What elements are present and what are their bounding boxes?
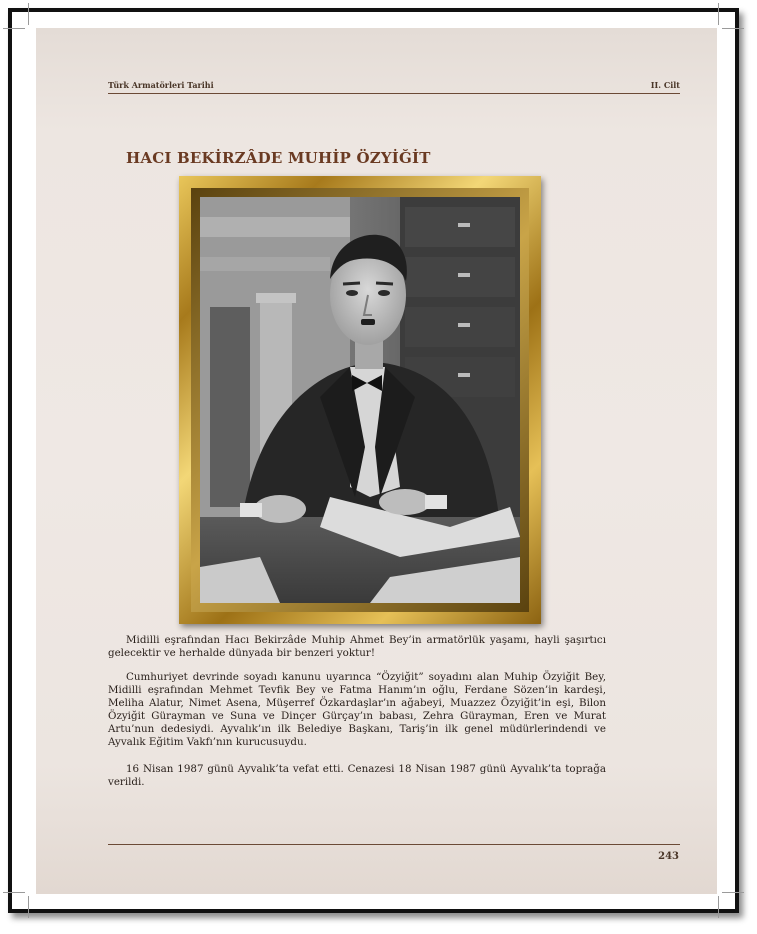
crop-mark xyxy=(3,892,25,893)
book-page xyxy=(36,28,717,894)
crop-mark xyxy=(722,892,744,893)
crop-mark xyxy=(28,896,29,918)
frame-inner-molding xyxy=(191,188,529,612)
footer-rule xyxy=(108,844,680,845)
crop-mark xyxy=(28,3,29,25)
paragraph-1 xyxy=(108,634,606,660)
crop-mark xyxy=(3,28,25,29)
portrait-photo xyxy=(200,197,520,603)
crop-mark xyxy=(718,3,719,25)
running-header xyxy=(108,79,680,94)
portrait-illustration xyxy=(200,197,520,603)
crop-mark xyxy=(722,28,744,29)
crop-mark xyxy=(718,896,719,918)
paragraph-2-text: Cumhuriyet devrinde soyadı kanunu uyarınca “Özyiğit” soyadını alan Muhip Özyiğit Bey, Midilli eşrafından Mehmet Tevfik Bey ve Fatma Hanım’ın oğlu, Ferdane Sözen’in kardeşi, Meliha Alatur, Nimet Asena, Müşerref Özkardaşlar’ın ağabeyi, Muazzez Özyiğit’in eşi, Bilon Özyiğit Gürayman ve Suna ve Dinçer Gürçay’ın babası, Zehra Gürayman, Eren ve Murat Artu’nun dedesiydi. Ayvalık’ın ilk Belediye Başkanı, Tariş’in ilk genel müdürlerindendi ve Ayvalık Eğitim Vakfı’nın kurucusuydu. xyxy=(108,671,606,749)
paragraph-3 xyxy=(108,763,606,789)
paragraph-1-text: Midilli eşrafından Hacı Bekirzâde Muhip Ahmet Bey’in armatörlük yaşamı, hayli şaşırtıcı gelecektir ve herhalde dünyada bir benzeri yoktur! xyxy=(108,634,606,660)
page-number: 243 xyxy=(658,851,679,862)
book-title: Türk Armatörleri Tarihi xyxy=(108,80,214,90)
volume-label: II. Cilt xyxy=(650,80,680,90)
paragraph-3-text: 16 Nisan 1987 günü Ayvalık’ta vefat etti. Cenazesi 18 Nisan 1987 günü Ayvalık’ta toprağa verildi. xyxy=(108,763,606,789)
paragraph-2 xyxy=(108,671,606,750)
page-title: HACI BEKİRZÂDE MUHİP ÖZYİĞİT xyxy=(126,149,431,167)
gold-picture-frame xyxy=(179,176,541,624)
